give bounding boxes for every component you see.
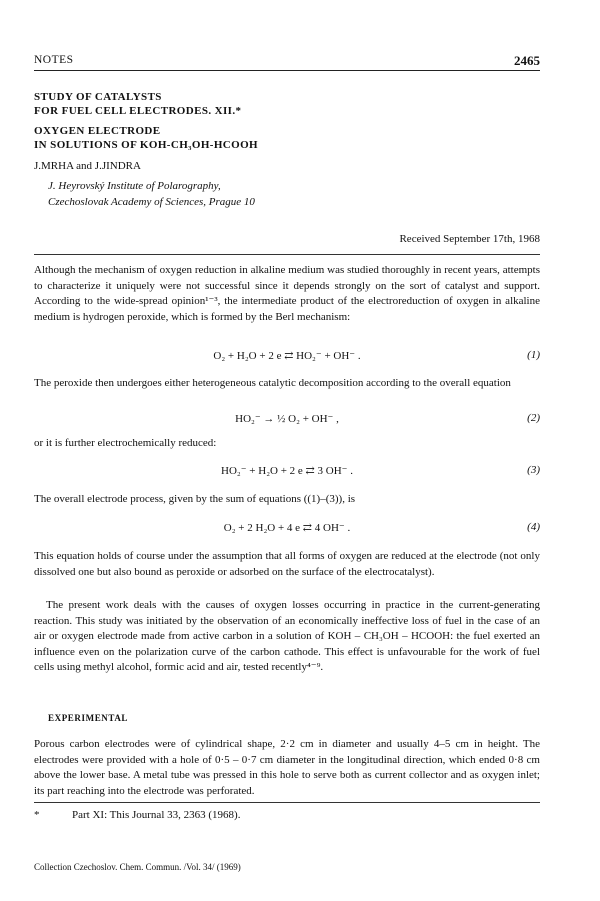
footnote-rule [34, 802, 540, 803]
title-line-4: IN SOLUTIONS OF KOH-CH₃OH-HCOOH [34, 139, 259, 151]
article-subtitle [34, 124, 258, 152]
paragraph-4: The overall electrode process, given by the sum of equations ((1)–(3)), is [34, 493, 356, 505]
equation-2-number: (2) [527, 412, 540, 424]
affiliation-line-1: J. Heyrovský Institute of Polarography, [48, 180, 221, 192]
header-page-number: 2465 [514, 53, 540, 68]
title-line-3: OXYGEN ELECTRODE [34, 125, 161, 137]
paragraph-1: Although the mechanism of oxygen reduction in alkaline medium was studied thoroughly in recent years, attempts to characterize it uniquely were not successful since it depends strongly on the sort of catalyst and support. According to the wide-spread opinion¹⁻³, the intermediate product of the electroreduction of oxygen in alkaline medium is hydrogen peroxide, which is formed by the Berl mechanism: [34, 264, 540, 323]
equation-3-number: (3) [527, 464, 540, 476]
footnote-mark: * [34, 809, 40, 821]
received-date: Received September 17th, 1968 [399, 233, 540, 245]
equation-3 [34, 464, 540, 479]
footnote-text: Part XI: This Journal 33, 2363 (1968). [72, 809, 241, 821]
equation-2 [34, 412, 540, 427]
paragraph-7: Porous carbon electrodes were of cylindrical shape, 2·2 cm in diameter and usually 4–5 cm in height. The electrodes were provided with a hole of 0·5 – 0·7 cm diameter in the longitudinal direction, which ended 0·8 cm above the lower base. A metal tube was pressed in this hole to serve both as current collector and as oxygen inlet; its part reaching into the electrode was perforated. [34, 738, 540, 797]
journal-page [34, 0, 540, 901]
running-header [34, 54, 540, 71]
equation-4-expr: O₂ + 2 H₂O + 4 e ⇄ 4 OH⁻ . [223, 522, 351, 534]
article-title [34, 90, 241, 118]
paragraph-2: The peroxide then undergoes either heterogeneous catalytic decomposition according to the overall equation [34, 377, 511, 389]
equation-4 [34, 521, 540, 536]
equation-1-number: (1) [527, 349, 540, 361]
paragraph-5: This equation holds of course under the assumption that all forms of oxygen are reduced at the electrode (not only dissolved one but also bound as peroxide or adsorbed on the surface of the electrocatalyst). [34, 550, 540, 578]
section-heading: EXPERIMENTAL [48, 713, 129, 723]
affiliation [48, 178, 255, 210]
journal-citation: Collection Czechoslov. Chem. Commun. /Vol. 34/ (1969) [34, 862, 241, 872]
header-section: NOTES [34, 54, 74, 66]
title-line-1: STUDY OF CATALYSTS [34, 91, 162, 103]
paragraph-6: The present work deals with the causes of oxygen losses occurring in practice in the current-generating reaction. This study was initiated by the observation of an economically ineffective loss of fuel in the case of an air or oxygen electrode made from active carbon in a solution of KOH – CH₃OH – HCOOH: the fuel exerted an influence even on the polarization curve of the carbon cathode. This effect is unfavourable for the work of fuel cells using methyl alcohol, formic acid and air, tested recently⁴⁻⁹. [34, 599, 540, 673]
authors: J.MRHA and J.JINDRA [34, 160, 141, 172]
equation-1-expr: O₂ + H₂O + 2 e ⇄ HO₂⁻ + OH⁻ . [213, 350, 361, 362]
affiliation-line-2: Czechoslovak Academy of Sciences, Prague 10 [48, 196, 255, 208]
paragraph-3: or it is further electrochemically reduced: [34, 437, 217, 449]
equation-1 [34, 349, 540, 364]
equation-4-number: (4) [527, 521, 540, 533]
equation-3-expr: HO₂⁻ + H₂O + 2 e ⇄ 3 OH⁻ . [221, 465, 353, 477]
equation-2-expr: HO₂⁻ → ½ O₂ + OH⁻ , [235, 413, 339, 425]
header-rule [34, 254, 540, 255]
title-line-2: FOR FUEL CELL ELECTRODES. XII.* [34, 105, 242, 117]
footnote [34, 809, 240, 821]
